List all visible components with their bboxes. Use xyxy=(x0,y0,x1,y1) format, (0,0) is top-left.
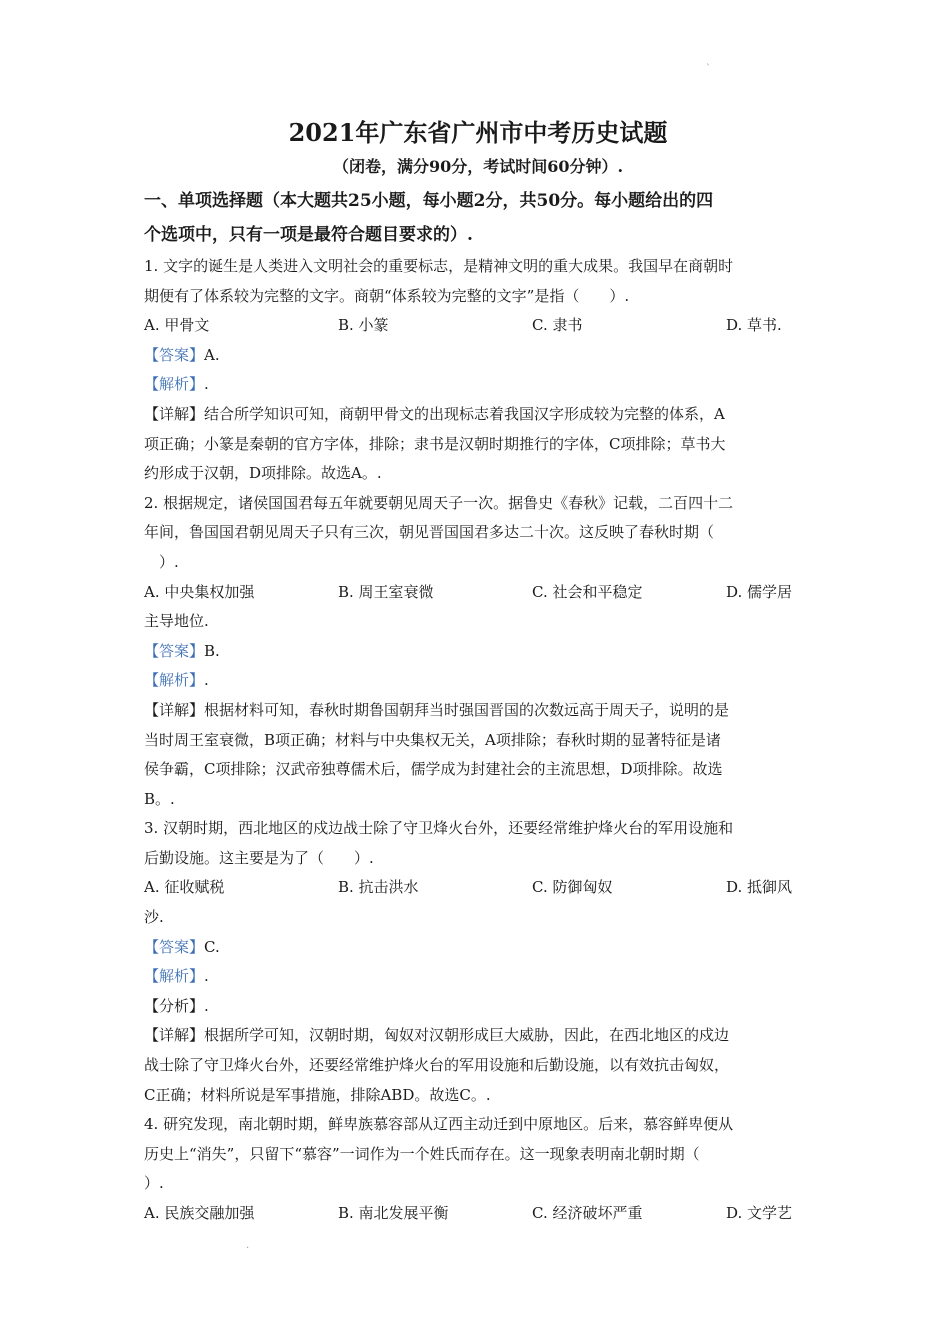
options-row xyxy=(144,1199,812,1229)
option-a: A. 征收赋税 xyxy=(144,878,225,897)
analysis-line xyxy=(144,370,812,400)
option-a: A. 甲骨文 xyxy=(144,316,210,335)
detail-text: 结合所学知识可知，商朝甲骨文的出现标志着我国汉字形成较为完整的体系，A xyxy=(204,404,725,423)
option-c: C. 社会和平稳定 xyxy=(532,582,643,601)
page-subtitle: （闭卷，满分90分，考试时间60分钟）. xyxy=(332,157,624,176)
detail-line: 当时周王室衰微，B项正确；材料与中央集权无关，A项排除；春秋时期的显著特征是诸 xyxy=(144,730,721,749)
fenxi-line xyxy=(144,992,812,1022)
answer-line xyxy=(144,933,812,963)
option-d: D. 文学艺 xyxy=(726,1204,793,1222)
page-title: 2021年广东省广州市中考历史试题 xyxy=(288,118,668,147)
analysis-value: . xyxy=(204,967,209,986)
option-continuation: 沙. xyxy=(144,908,164,927)
answer-tag: 【答案】 xyxy=(144,345,205,364)
options-row xyxy=(144,578,812,608)
answer-line xyxy=(144,637,812,667)
answer-tag: 【答案】 xyxy=(144,937,205,956)
question-stem: 2. 根据规定，诸侯国国君每五年就要朝见周天子一次。据鲁史《春秋》记载，二百四十二 xyxy=(144,493,734,512)
detail-text: 根据材料可知，春秋时期鲁国朝拜当时强国晋国的次数远高于周天子，说明的是 xyxy=(204,700,730,719)
option-continuation: 主导地位. xyxy=(144,612,209,631)
question-2 xyxy=(144,489,812,815)
question-3 xyxy=(144,814,812,1110)
detail-line: C正确；材料所说是军事措施，排除ABD。故选C。. xyxy=(144,1085,491,1104)
question-stem: 后勤设施。这主要是为了（ ）. xyxy=(144,848,374,867)
section-heading-line: 一、单项选择题（本大题共25小题，每小题2分，共50分。每小题给出的四 xyxy=(144,191,714,211)
detail-line: 战士除了守卫烽火台外，还要经常维护烽火台的军用设施和后勤设施，以有效抗击匈奴， xyxy=(144,1056,730,1075)
option-b: B. 周王室衰微 xyxy=(338,582,434,601)
section-heading-line: 个选项中，只有一项是最符合题目要求的）. xyxy=(144,225,473,245)
detail-tag: 【详解】 xyxy=(144,1026,205,1045)
option-d: D. 儒学居 xyxy=(726,582,793,601)
detail-line: 项正确；小篆是秦朝的官方字体，排除；隶书是汉朝时期推行的字体，C项排除；草书大 xyxy=(144,434,726,453)
analysis-tag: 【解析】 xyxy=(144,671,205,690)
option-a: A. 中央集权加强 xyxy=(144,582,255,601)
question-stem: ）. xyxy=(144,1174,164,1193)
detail-line: 约形成于汉朝，D项排除。故选A。. xyxy=(144,464,382,483)
analysis-line xyxy=(144,666,812,696)
question-stem: 历史上“消失”，只留下“慕容”一词作为一个姓氏而存在。这一现象表明南北朝时期（ xyxy=(144,1144,700,1163)
question-stem: 年间，鲁国国君朝见周天子只有三次，朝见晋国国君多达二十次。这反映了春秋时期（ xyxy=(144,523,715,542)
answer-line xyxy=(144,341,812,371)
analysis-value: . xyxy=(204,375,209,394)
option-c: C. 经济破坏严重 xyxy=(532,1204,643,1222)
answer-value: B. xyxy=(204,641,220,660)
answer-value: C. xyxy=(204,937,220,956)
fenxi-tag: 【分析】 xyxy=(144,996,205,1015)
question-stem: ）. xyxy=(144,552,179,571)
question-1 xyxy=(144,252,812,489)
question-stem: 4. 研究发现，南北朝时期，鲜卑族慕容部从辽西主动迁到中原地区。后来，慕容鲜卑便从 xyxy=(144,1115,734,1134)
option-d: D. 草书. xyxy=(726,316,782,335)
detail-line xyxy=(144,1021,812,1051)
question-stem: 1. 文字的诞生是人类进入文明社会的重要标志，是精神文明的重大成果。我国早在商朝时 xyxy=(144,257,734,275)
analysis-value: . xyxy=(204,671,209,690)
question-stem: 3. 汉朝时期，西北地区的戍边战士除了守卫烽火台外，还要经常维护烽火台的军用设施和 xyxy=(144,819,734,838)
section-heading xyxy=(144,184,812,252)
option-c: C. 隶书 xyxy=(532,316,583,335)
question-stem: 期便有了体系较为完整的文字。商朝“体系较为完整的文字”是指（ ）. xyxy=(144,286,630,305)
option-b: B. 南北发展平衡 xyxy=(338,1204,449,1222)
fenxi-value: . xyxy=(204,996,209,1015)
analysis-tag: 【解析】 xyxy=(144,375,205,394)
footer-mark: . xyxy=(246,1240,250,1251)
detail-tag: 【详解】 xyxy=(144,404,205,423)
answer-tag: 【答案】 xyxy=(144,641,205,660)
detail-line xyxy=(144,696,812,726)
detail-text: 根据所学可知，汉朝时期，匈奴对汉朝形成巨大威胁，因此，在西北地区的戍边 xyxy=(204,1026,730,1045)
detail-line: 侯争霸，C项排除；汉武帝独尊儒术后，儒学成为封建社会的主流思想，D项排除。故选 xyxy=(144,760,723,779)
analysis-tag: 【解析】 xyxy=(144,967,205,986)
detail-line xyxy=(144,400,812,430)
analysis-line xyxy=(144,962,812,992)
question-4 xyxy=(144,1110,812,1228)
options-row xyxy=(144,873,812,903)
corner-mark: ` xyxy=(706,64,711,75)
option-b: B. 抗击洪水 xyxy=(338,878,419,897)
detail-tag: 【详解】 xyxy=(144,700,205,719)
exam-page xyxy=(144,110,812,1229)
option-b: B. 小篆 xyxy=(338,316,389,335)
options-row xyxy=(144,311,812,341)
option-c: C. 防御匈奴 xyxy=(532,878,613,897)
answer-value: A. xyxy=(204,345,220,364)
option-a: A. 民族交融加强 xyxy=(144,1204,255,1222)
option-d: D. 抵御风 xyxy=(726,878,793,897)
detail-line: B。. xyxy=(144,789,175,808)
